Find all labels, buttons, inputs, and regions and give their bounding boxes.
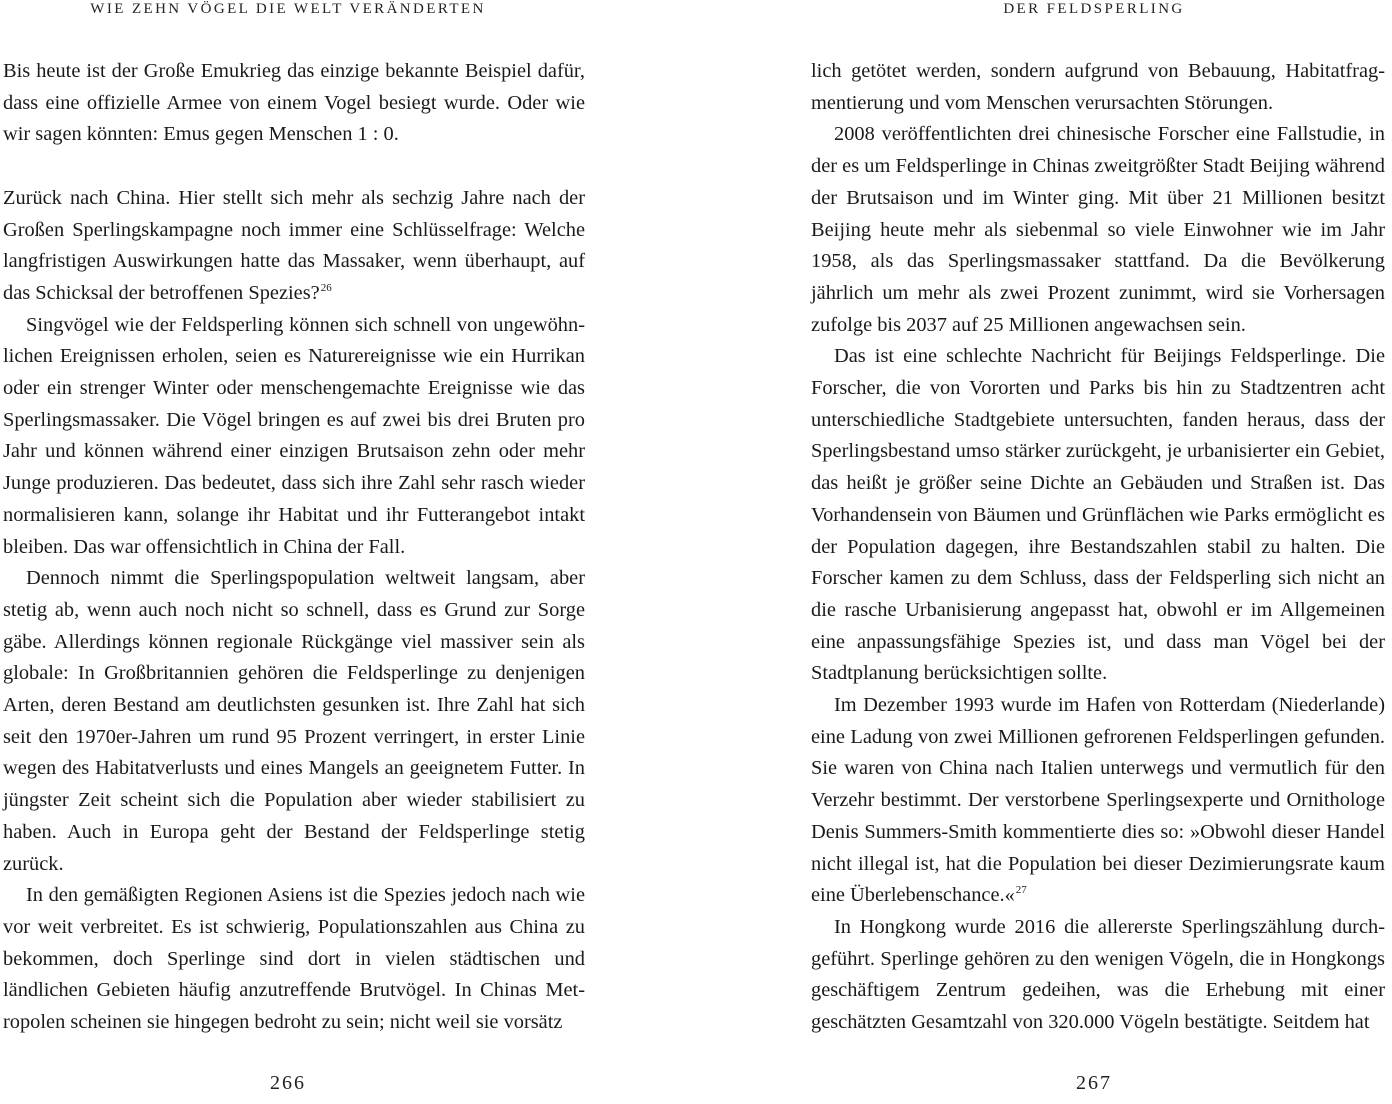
paragraph: In den gemäßigten Regionen Asiens ist die Spezies jedoch nach wie vor weit verbreitet. Es ist schwierig, Populationszahlen aus China zu bekommen, doch Sperlinge sind dort in vielen städtischen und ländlichen Gebieten häufig anzutreffende Brutvögel. In Chinas Metropolen scheinen sie hingegen bedroht zu sein; nicht weil sie vorsätz <box>3 884 585 1034</box>
paragraph: Singvögel wie der Feldsperling können sich schnell von ungewöhnlichen Ereignissen erholen, seien es Naturereignisse wie ein Hurrikan oder ein strenger Winter oder menschengemachte Ereignisse wie das Sperlingsmassaker. Die Vögel bringen es auf zwei bis drei Bruten pro Jahr und können während einer einzigen Brutsaison zehn oder mehr Junge produzieren. Das bedeutet, dass sich ihre Zahl sehr rasch wieder normalisieren kann, solange ihr Habitat und ihr Futterangebot intakt bleiben. Das war offensichtlich in China der Fall. <box>3 313 585 558</box>
right-body-text <box>811 56 1385 1039</box>
paragraph: Zurück nach China. Hier stellt sich mehr als sechzig Jahre nach der Großen Sperlingskampagne noch immer eine Schlüsselfrage: Welche langfristigen Auswirkungen hatte das Massaker, wenn überhaupt, auf das Schicksal der betroffenen Spezies?$^{26}$ <box>3 186 585 304</box>
paragraph: lich getötet werden, sondern aufgrund von Bebauung, Habitatfragmentierung und vom Menschen verursachten Störungen. <box>811 60 1385 114</box>
page-number-right: 267 <box>1076 1072 1112 1094</box>
paragraph: Das ist eine schlechte Nachricht für Beijings Feldsperlinge. Die Forscher, die von Vororten und Parks bis hin zu Stadtzentren acht unterschiedliche Stadtgebiete untersuchten, fanden heraus, dass der Sperlingsbestand umso stärker zurückgeht, je urbanisierter ein Gebiet, das heißt je größer seine Dichte an Gebäuden und Straßen ist. Das Vorhandensein von Bäumen und Grünflächen wie Parks ermöglicht es der Population dagegen, ihre Bestandszahlen stabil zu halten. Die Forscher kamen zu dem Schluss, dass der Feldsperling sich nicht an die rasche Urbanisierung angepasst hat, obwohl er im Allgemeinen eine anpassungsfähige Spezies ist, und dass man Vögel bei der Stadtplanung berücksichtigen sollte. <box>811 345 1385 685</box>
paragraph: 2008 veröffentlichten drei chinesische Forscher eine Fallstudie, in der es um Feldsperlinge in Chinas zweitgrößter Stadt Beijing während der Brutsaison und im Winter ging. Mit über 21 Millionen besitzt Beijing heute mehr als siebenmal so viele Einwohner wie im Jahr 1958, als das Sperlingsmassaker stattfand. Da die Bevölkerung jährlich um mehr als zwei Prozent zunimmt, wird sie Vorhersagen zufolge bis 2037 auf 25 Millionen angewachsen sein. <box>811 123 1385 336</box>
running-head-left: WIE ZEHN VÖGEL DIE WELT VERÄNDERTEN <box>90 1 486 17</box>
paragraph: Dennoch nimmt die Sperlingspopulation weltweit langsam, aber stetig ab, wenn auch noch nicht so schnell, dass es Grund zur Sorge gäbe. Allerdings können regionale Rückgänge viel massiver sein als globale: In Großbritannien gehören die Feldsperlinge zu denjenigen Arten, deren Bestand am deutlichsten gesunken ist. Ihre Zahl hat sich seit den 1970er-Jahren um rund 95 Prozent verringert, in erster Linie wegen des Habitatverlusts und eines Mangels an geeignetem Futter. In jüngster Zeit scheint sich die Population aber wieder stabilisiert zu haben. Auch in Europa geht der Bestand der Feldsperlinge stetig zurück. <box>3 567 585 875</box>
footnote-marker: 26 <box>320 281 332 294</box>
footnote-marker: 27 <box>1015 884 1027 897</box>
paragraph: Im Dezember 1993 wurde im Hafen von Rotterdam (Niederlande) eine Ladung von zwei Millionen gefrorenen Feldsperlingen gefunden. Sie waren von China nach Italien unterwegs und vermutlich für den Verzehr bestimmt. Der verstorbene Sperlingsexperte und Ornithologe Denis Summers-Smith kommentierte dies so: »Obwohl dieser Handel nicht illegal ist, hat die Population bei dieser Dezimierungsrate kaum eine Überlebenschance.«$^{27}$ <box>811 694 1385 907</box>
paragraph: In Hongkong wurde 2016 die allererste Sperlingszählung durchgeführt. Sperlinge gehören zu den wenigen Vögeln, die in Hongkongs geschäftigem Zentrum gedeihen, was die Erhebung mit einer geschätzten Gesamtzahl von 320.000 Vögeln bestätigte. Seitdem hat <box>811 915 1385 1034</box>
left-body-text <box>3 56 585 1039</box>
right-page <box>811 0 1385 1104</box>
page-number-left: 266 <box>270 1072 306 1094</box>
running-head-right: DER FELDSPERLING <box>1003 1 1185 17</box>
paragraph: Bis heute ist der Große Emukrieg das einzige bekannte Beispiel dafür, dass eine offizielle Armee von einem Vogel besiegt wurde. Oder wie wir sagen könnten: Emus gegen Menschen 1 : 0. <box>3 60 585 146</box>
left-page <box>3 0 585 1104</box>
